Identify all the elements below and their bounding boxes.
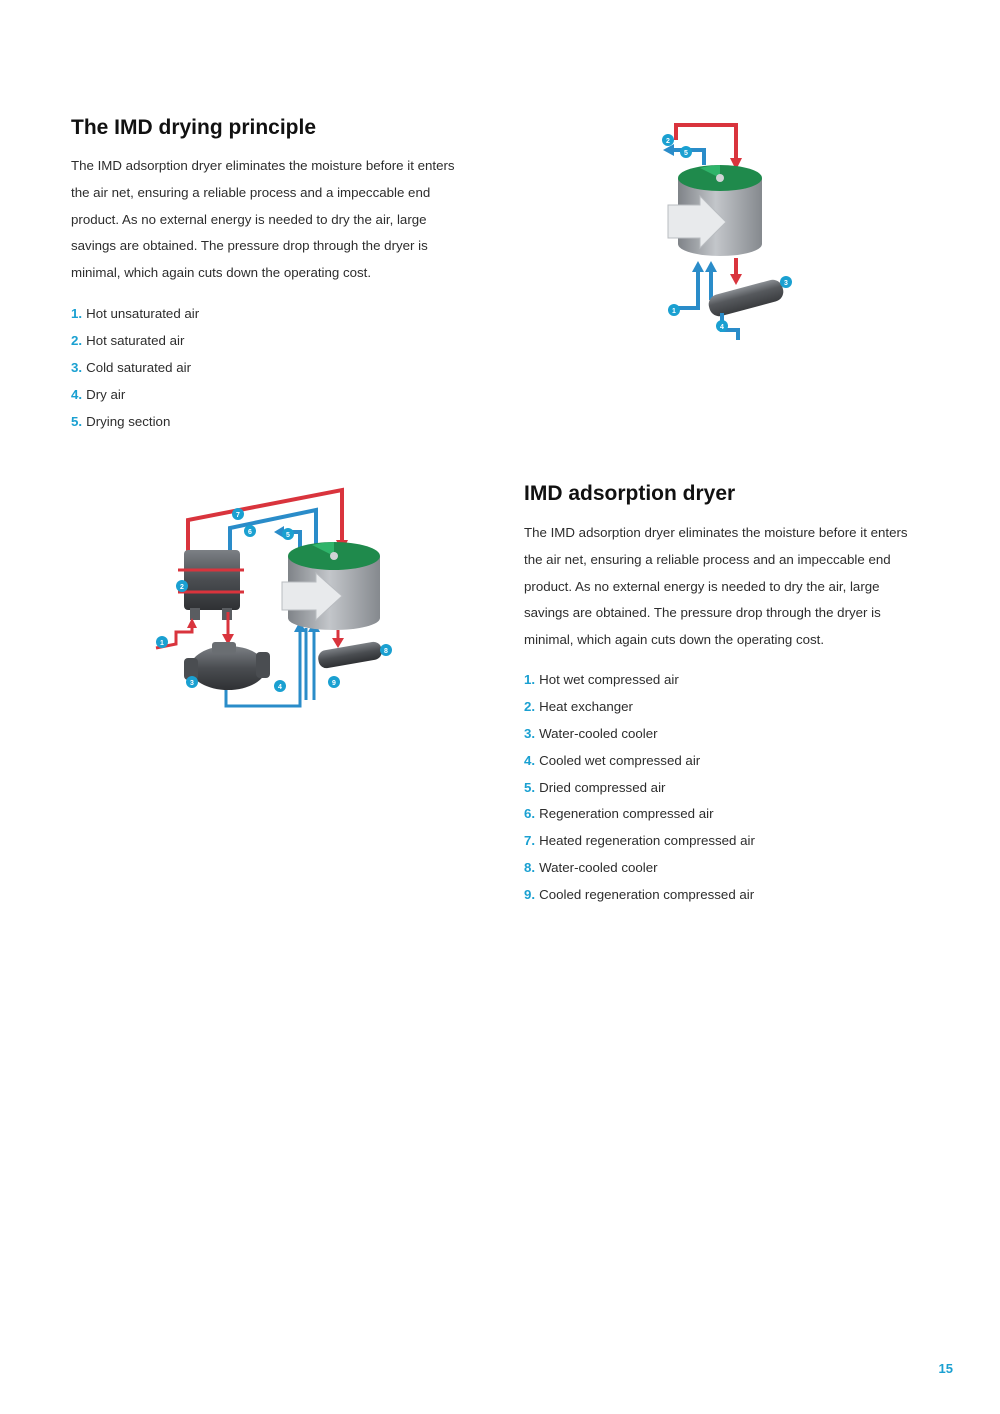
item-number: 7.: [524, 833, 536, 849]
marker-badge: [328, 676, 340, 688]
svg-text:5: 5: [286, 532, 290, 539]
item-label: Water-cooled cooler: [539, 725, 658, 741]
section-title-adsorption-dryer: IMD adsorption dryer: [524, 482, 736, 505]
description-line: minimal, which again cuts down the operating cost.: [71, 265, 372, 281]
svg-text:4: 4: [278, 684, 282, 691]
regeneration-cooler: [317, 641, 383, 670]
svg-text:2: 2: [180, 584, 184, 591]
inlet-pipe: [676, 270, 698, 308]
list-item: [71, 382, 199, 409]
marker-badge: [274, 680, 286, 692]
item-number: 4.: [71, 386, 83, 402]
item-number: 5.: [71, 413, 83, 429]
marker-badge: [186, 676, 198, 688]
item-label: Hot saturated air: [86, 332, 185, 348]
page-number: 15: [938, 1361, 953, 1376]
description-line: savings are obtained. The pressure drop through the dryer is: [524, 605, 881, 621]
description-line: The IMD adsorption dryer eliminates the moisture before it enters: [524, 525, 908, 540]
item-number: 3.: [524, 725, 536, 741]
regeneration-outlet-arrow: [332, 638, 344, 648]
marker-badge: [662, 134, 674, 146]
section-title-drying-principle: The IMD drying principle: [71, 116, 317, 139]
list-item: [524, 694, 755, 721]
list-item: [524, 882, 755, 909]
svg-text:2: 2: [666, 138, 670, 145]
item-label: Drying section: [86, 413, 171, 429]
svg-text:4: 4: [720, 324, 724, 331]
item-label: Cooled regeneration compressed air: [539, 887, 755, 903]
list-item: [524, 855, 755, 882]
cooler-top: [212, 642, 236, 654]
svg-text:8: 8: [384, 648, 388, 655]
marker-badge: [380, 644, 392, 656]
item-label: Dried compressed air: [539, 779, 666, 795]
list-item: [524, 748, 755, 775]
list-item: [524, 667, 755, 694]
item-label: Cold saturated air: [86, 359, 192, 375]
item-number: 9.: [524, 887, 536, 903]
item-label: Hot wet compressed air: [539, 672, 679, 687]
list-item: [71, 409, 199, 436]
marker-badge: [156, 636, 168, 648]
svg-text:3: 3: [190, 680, 194, 687]
marker-badge: [668, 304, 680, 316]
item-number: 2.: [524, 698, 536, 714]
item-number: 1.: [524, 672, 536, 687]
cooler-flange: [256, 652, 270, 678]
marker-badge: [232, 508, 244, 520]
vessel-hub: [716, 174, 724, 182]
marker-badge: [716, 320, 728, 332]
item-number: 2.: [71, 332, 83, 348]
svg-text:7: 7: [236, 512, 240, 519]
drying-principle-description: [71, 153, 455, 287]
description-line: the air net, ensuring a reliable process and an impeccable end: [524, 551, 891, 567]
inlet-arrow: [692, 261, 704, 272]
description-line: savings are obtained. The pressure drop through the dryer is: [71, 238, 428, 254]
item-label: Heated regeneration compressed air: [539, 833, 755, 849]
adsorption-dryer-diagram: [145, 480, 405, 720]
list-item: [524, 775, 755, 802]
inlet-arrow-2: [705, 261, 717, 272]
svg-text:5: 5: [684, 150, 688, 157]
drying-principle-diagram: [640, 112, 860, 352]
heat-exchanger: [184, 550, 240, 610]
item-number: 3.: [71, 359, 83, 375]
item-label: Hot unsaturated air: [86, 306, 200, 321]
cooler-unit: [706, 278, 785, 319]
item-label: Cooled wet compressed air: [539, 752, 701, 768]
item-label: Water-cooled cooler: [539, 860, 658, 876]
svg-text:6: 6: [248, 529, 252, 536]
marker-badge: [780, 276, 792, 288]
item-number: 5.: [524, 779, 536, 795]
list-item: [524, 828, 755, 855]
item-number: 1.: [71, 306, 83, 321]
svg-text:1: 1: [160, 640, 164, 647]
marker-badge: [244, 525, 256, 537]
list-item: [71, 301, 199, 328]
description-line: product. As no external energy is needed to dry the air, large: [524, 578, 880, 594]
svg-text:9: 9: [332, 680, 336, 687]
marker-badge: [282, 528, 294, 540]
list-item: [71, 328, 199, 355]
item-number: 6.: [524, 806, 536, 822]
description-line: product. As no external energy is needed to dry the air, large: [71, 211, 427, 227]
item-label: Regeneration compressed air: [539, 806, 714, 822]
marker-badge: [176, 580, 188, 592]
marker-badge: [680, 146, 692, 158]
svg-text:1: 1: [672, 308, 676, 315]
item-number: 4.: [524, 752, 536, 768]
description-line: the air net, ensuring a reliable process and a impeccable end: [71, 184, 431, 200]
drying-principle-legend: [71, 301, 199, 435]
item-label: Heat exchanger: [539, 698, 633, 714]
description-line: minimal, which again cuts down the operating cost.: [524, 632, 825, 648]
item-number: 8.: [524, 860, 536, 876]
description-line: The IMD adsorption dryer eliminates the moisture before it enters: [71, 158, 455, 173]
list-item: [524, 721, 755, 748]
item-label: Dry air: [86, 386, 126, 402]
rotor-hub: [330, 552, 338, 560]
list-item: [524, 801, 755, 828]
saturated-air-arrow: [730, 274, 742, 285]
heat-exchanger-foot: [190, 608, 200, 620]
adsorption-dryer-description: [524, 520, 908, 654]
list-item: [71, 355, 199, 382]
adsorption-dryer-legend: [524, 667, 755, 909]
svg-text:3: 3: [784, 280, 788, 287]
